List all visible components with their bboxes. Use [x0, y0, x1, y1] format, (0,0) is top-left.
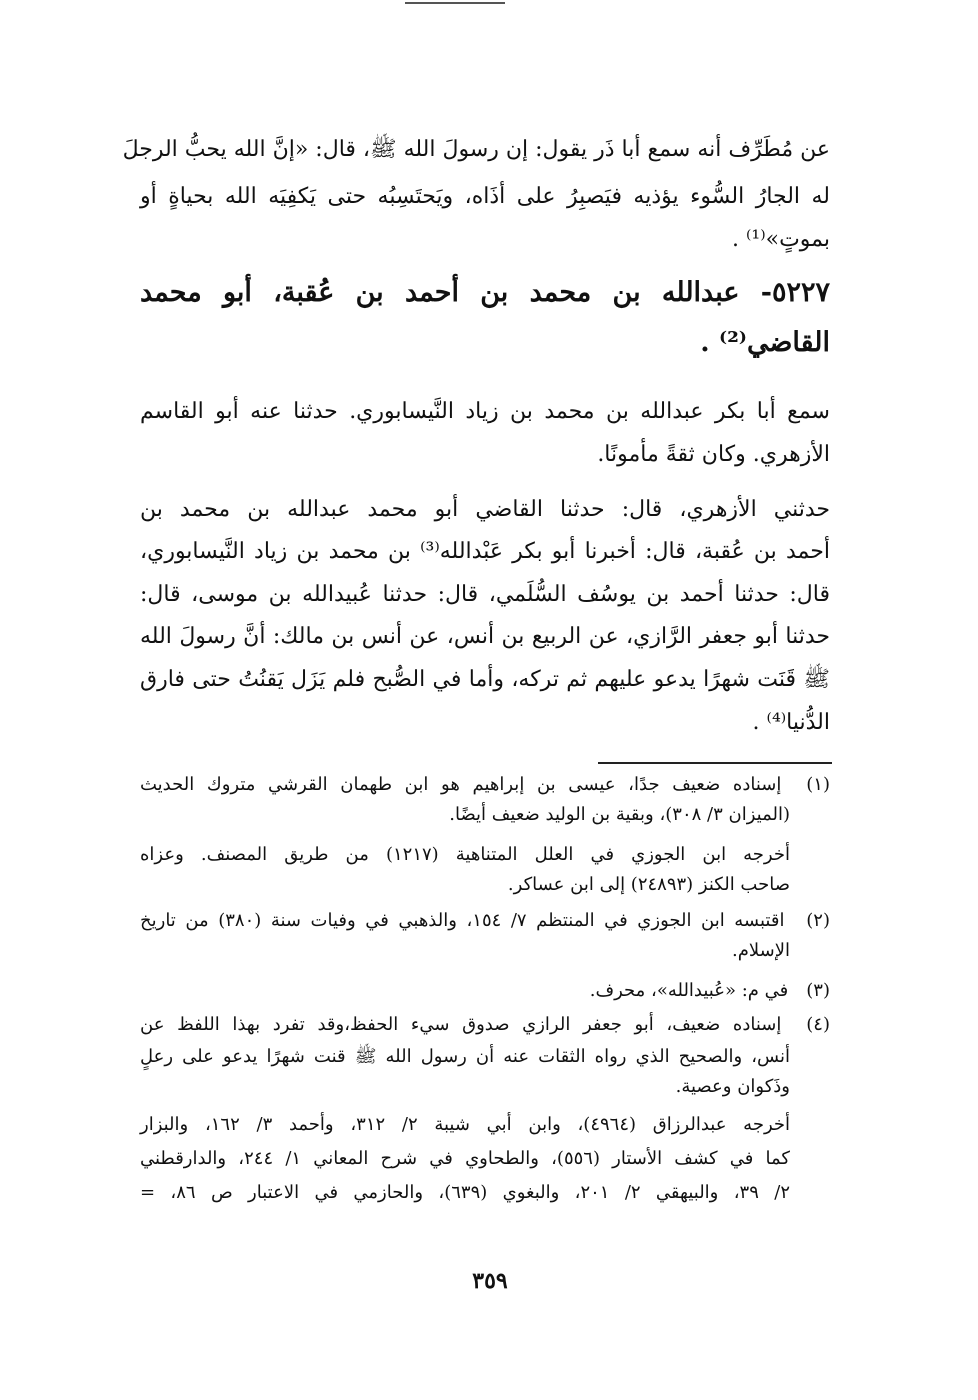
footnote-number: (١) — [806, 774, 830, 795]
entry-heading: ٥٢٢٧- عبدالله بن محمد بن أحمد بن عُقبة، أبو محمد — [140, 277, 830, 308]
footnote-line: أنس، والصحيح الذي رواه الثقات عنه أن رسول الله ﷺ قنت شهرًا يدعو على رعلٍ — [140, 1046, 790, 1067]
body-line: له الجارُ السُّوء يؤذيه فيَصبِرُ على أذَاه، ويَحتَسِبُه حتى يَكفِيَه الله بحياةٍ أو — [140, 184, 830, 209]
body-line: الدُّنيا⁽⁴⁾ . — [752, 710, 830, 735]
footnote-line: (٤) إسناده ضعيف، أبو جعفر الرازي صدوق سيء الحفظ،وقد تفرد بهذا اللفظ عن — [140, 1012, 830, 1038]
body-line: سمع أبا بكر عبدالله بن محمد بن زياد النَّيسابوري. حدثنا عنه أبو القاسم — [140, 399, 830, 424]
entry-heading: القاضي⁽²⁾ . — [700, 327, 830, 358]
footnote-line: (٣) في م: «عُبيدالله»، محرف. — [140, 978, 830, 1004]
footnote-line: كما في كشف الأستار (٥٥٦)، والطحاوي في شرح المعاني ١/ ٢٤٤، والدارقطني — [140, 1148, 790, 1169]
footnote-line: (٢) اقتبسه ابن الجوزي في المنتظم ٧/ ١٥٤، والذهبي في وفيات سنة (٣٨٠) من تاريخ — [140, 908, 830, 934]
footnote-line: صاحب الكنز (٢٤٨٩٣) إلى ابن عساكر. — [507, 874, 790, 895]
body-line: أحمد بن عُقبة، قال: أخبرنا أبو بكر عَبْدالله⁽³⁾ بن محمد بن زياد النَّيسابوري، — [140, 539, 830, 564]
body-line: حدثنا أبو جعفر الرَّازي، عن الربيع بن أنس، عن أنس بن مالك: أنَّ رسولَ الله — [140, 624, 830, 649]
footnote-separator — [598, 762, 832, 764]
footnote-line: الإسلام. — [732, 940, 790, 961]
top-rule — [405, 2, 505, 4]
footnote-line: (١) إسناده ضعيف جدًا، عيسى بن إبراهيم هو ابن طهمان القرشي متروك الحديث — [140, 772, 830, 798]
footnote-number: (٤) — [806, 1014, 830, 1035]
footnote-line: أخرجه ابن الجوزي في العلل المتناهية (١٢١٧) من طريق المصنف. وعزاه — [140, 844, 790, 865]
body-line: حدثني الأزهري، قال: حدثنا القاضي أبو محمد عبدالله بن محمد بن — [140, 497, 830, 522]
footnote-line: أخرجه عبدالرزاق (٤٩٦٤)، وابن أبي شيبة ٢/ ٣١٢، وأحمد ٣/ ١٦٢، والبزار — [140, 1114, 791, 1135]
body-line: بموتٍ»⁽¹⁾ . — [732, 227, 830, 252]
body-line: الأزهري. وكان ثقةً مأمونًا. — [597, 442, 830, 467]
body-line: ﷺ قَنَت شهرًا يدعو عليهم ثم تركه، وأما في الصُّبح فلم يَزَل يَقنُتُ حتى فارق — [140, 667, 830, 692]
page-number: ٣٥٩ — [472, 1268, 508, 1294]
footnote-number: (٣) — [806, 980, 830, 1001]
footnote-line: وذَكوان وعصية. — [675, 1076, 790, 1097]
body-line: قال: حدثنا أحمد بن يوسُف السُّلَمي، قال: حدثنا عُبيدالله بن موسى، قال: — [140, 582, 830, 607]
footnote-number: (٢) — [806, 910, 830, 931]
footnote-line: ٢/ ٣٩، والبيهقي ٢/ ٢٠١، والبغوي (٦٣٩)، والحازمي في الاعتبار ص ٨٦، = — [140, 1182, 790, 1203]
body-line: عن مُطَرِّف أنه سمع أبا ذَر يقول: إن رسولَ الله ﷺ، قال: «إنَّ الله يحبُّ الرجلَ — [122, 137, 830, 162]
footnote-line: (الميزان ٣/ ٣٠٨)، وبقية بن الوليد ضعيف أيضًا. — [449, 804, 790, 825]
